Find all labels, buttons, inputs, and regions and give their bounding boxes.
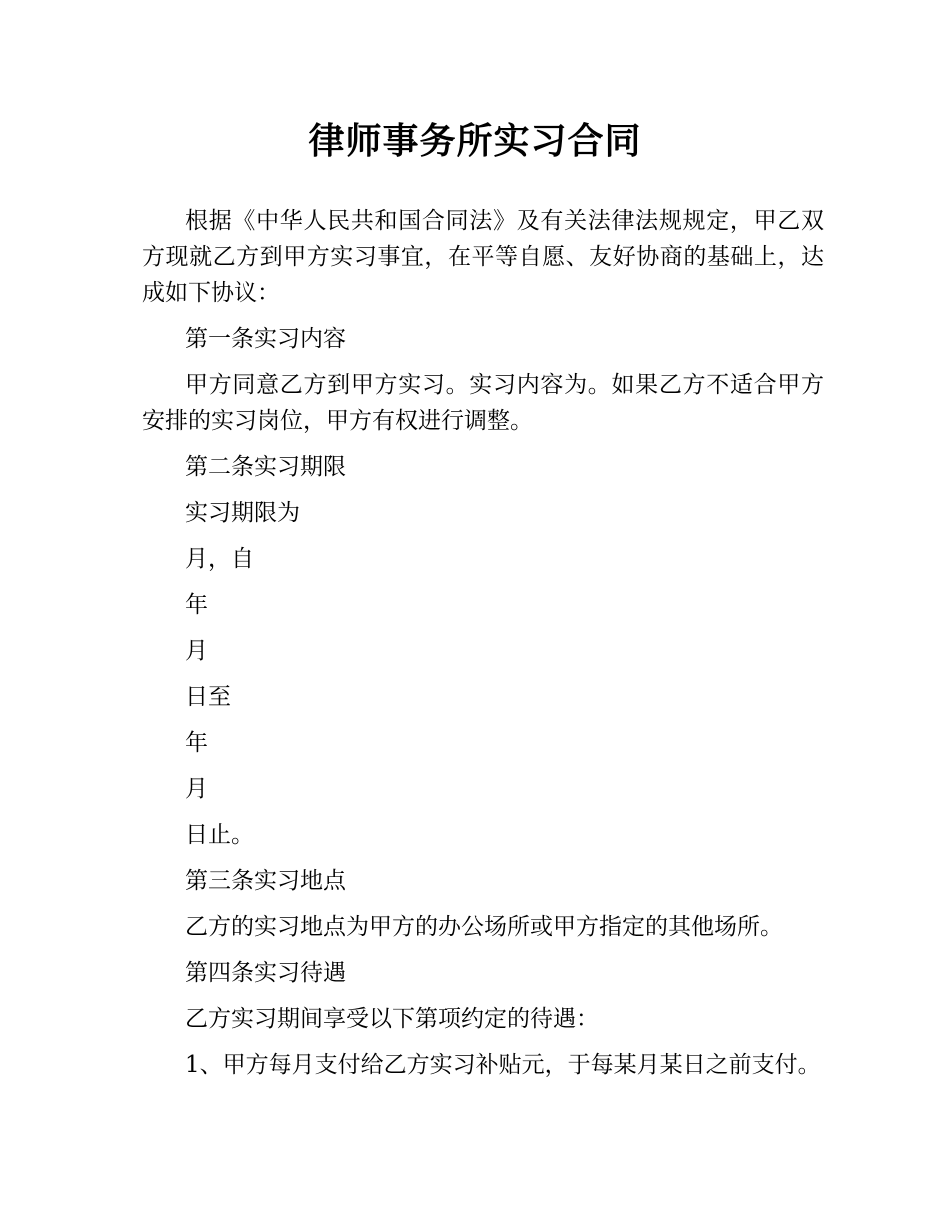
article-3-heading: 第三条实习地点 [185,868,346,894]
article-2-line: 月 [185,638,208,664]
article-2-line: 月，自 [185,546,254,572]
article-2-line: 日至 [185,684,231,710]
article-4-heading: 第四条实习待遇 [185,960,346,986]
article-4-item-1: 1、甲方每月支付给乙方实习补贴元，于每某月某日之前支付。 [185,1052,821,1078]
article-2-line: 年 [185,730,208,756]
article-1-text: 甲方同意乙方到甲方实习。实习内容为。如果乙方不适合甲方安排的实习岗位，甲方有权进行调整。 [142,372,824,434]
document-body [142,203,824,1093]
article-1-heading: 第一条实习内容 [185,326,346,352]
article-2-heading: 第二条实习期限 [185,454,346,480]
paragraph-preamble: 根据《中华人民共和国合同法》及有关法律法规规定，甲乙双方现就乙方到甲方实习事宜，在平等自愿、友好协商的基础上，达成如下协议： [142,208,824,306]
article-2-line: 日止。 [185,822,254,848]
article-4-text: 乙方实习期间享受以下第项约定的待遇： [185,1006,599,1032]
article-2-line: 月 [185,776,208,802]
article-2-line: 实习期限为 [185,500,300,526]
document-title: 律师事务所实习合同 [308,121,642,162]
article-2-line: 年 [185,592,208,618]
article-3-text: 乙方的实习地点为甲方的办公场所或甲方指定的其他场所。 [185,914,783,940]
